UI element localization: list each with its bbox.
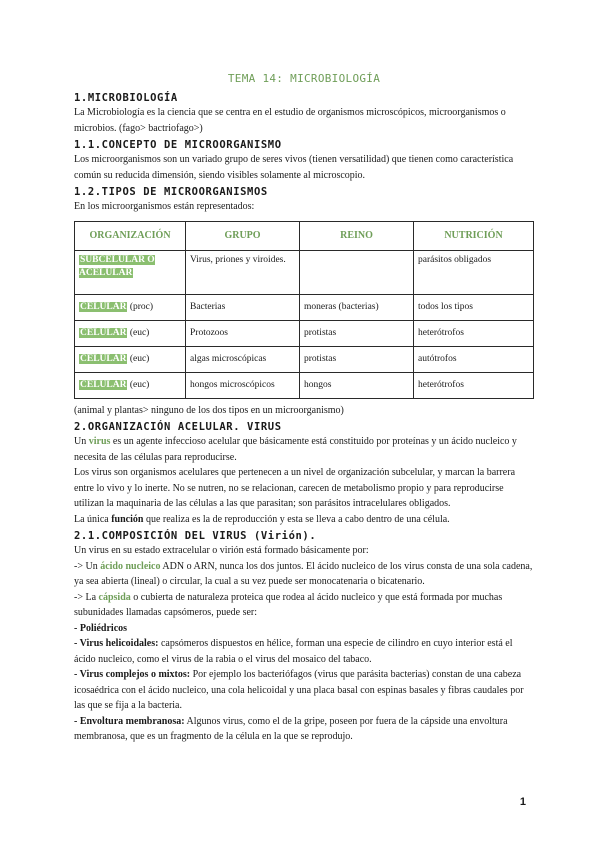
paragraph-composicion-intro: Un virus en su estado extracelular o virión está formado básicamente por: <box>74 545 369 556</box>
col-header-reino: REINO <box>300 221 414 250</box>
cell-grupo: hongos microscópicos <box>186 372 300 398</box>
bullet-poliedricos: - Poliédricos <box>74 622 128 634</box>
cell-organizacion <box>75 294 186 320</box>
cell-reino: protistas <box>300 346 414 372</box>
table-row <box>75 346 534 372</box>
table-header-row <box>75 221 534 250</box>
cell-reino: moneras (bacterias) <box>300 294 414 320</box>
heading-composicion: 2.1.COMPOSICIÓN DEL VIRUS (Virión). <box>74 530 317 542</box>
document-page <box>74 72 534 745</box>
cell-grupo: Bacterias <box>186 294 300 320</box>
cell-grupo: Virus, priones y viroides. <box>186 250 300 294</box>
highlight-org: CELULAR <box>80 327 127 338</box>
cell-nutricion: todos los tipos <box>414 294 534 320</box>
cell-reino: protistas <box>300 320 414 346</box>
col-header-grupo: GRUPO <box>186 221 300 250</box>
cell-nutricion: autótrofos <box>414 346 534 372</box>
paragraph-virus-funcion: La única función que realiza es la de reproducción y esta se lleva a cabo dentro de una célula. <box>74 513 450 525</box>
keyword-capsida: cápsida <box>98 591 131 603</box>
table-row <box>75 372 534 398</box>
heading-organizacion-acelular: 2.ORGANIZACIÓN ACELULAR. VIRUS <box>74 421 282 433</box>
paragraph-concepto: Los microorganismos son un variado grupo de seres vivos (tienen versatilidad) que tienen como característica común su reducida dimensión, siendo visibles solamente al microscopio. <box>74 154 514 181</box>
cell-nutricion: heterótrofos <box>414 320 534 346</box>
org-extra: (euc) <box>129 327 150 338</box>
cell-organizacion <box>75 346 186 372</box>
cell-grupo: algas microscópicas <box>186 346 300 372</box>
org-extra: (proc) <box>129 301 154 312</box>
paragraph-virus-def: Un virus es un agente infeccioso acelular que básicamente está constituido por proteínas y un ácido nucleico y necesita de las células para reproducirse. <box>74 436 517 463</box>
table-row <box>75 320 534 346</box>
cell-reino: hongos <box>300 372 414 398</box>
table-row <box>75 294 534 320</box>
highlight-org: CELULAR <box>80 379 127 390</box>
bullet-complejos: - Virus complejos o mixtos: Por ejemplo los bacteriófagos (virus que parásita bacterias) constan de una cabeza icosaédrica con el ácido nucleico, una cola helicoidal y una placa basal con espinas basales y fibras caudales por las que se fija a la bacteria. <box>74 669 524 711</box>
highlight-org: CELULAR <box>80 301 127 312</box>
cell-organizacion <box>75 250 186 294</box>
microorganisms-table <box>74 221 534 399</box>
keyword-virus: virus <box>88 436 111 447</box>
paragraph-tipos-intro: En los microorganismos están representados: <box>74 201 255 212</box>
paragraph-virus-acelulares: Los virus son organismos acelulares que pertenecen a un nivel de organización subcelular, y marcan la barrera entre lo vivo y lo inerte. No se nutren, no se relacionan, carecen de metabolismo propio y para reproducirse utilizan la maquinaria de las células a las que parasitan; son parásitos intracelulares obligados. <box>74 467 516 509</box>
cell-reino <box>300 250 414 294</box>
page-number: 1 <box>519 796 526 808</box>
cell-nutricion: parásitos obligados <box>414 250 534 294</box>
highlight-org: CELULAR <box>80 353 127 364</box>
col-header-nutricion: NUTRICIÓN <box>414 221 534 250</box>
heading-concepto: 1.1.CONCEPTO DE MICROORGANISMO <box>74 139 282 151</box>
keyword-acido-nucleico: ácido nucleico <box>100 560 161 572</box>
col-header-organizacion: ORGANIZACIÓN <box>75 221 186 250</box>
cell-nutricion: heterótrofos <box>414 372 534 398</box>
item-capsida: -> La cápsida o cubierta de naturaleza proteica que rodea al ácido nucleico y que está formada por muchas subunidades llamadas capsómeros, puede ser: <box>74 591 503 618</box>
item-acido-nucleico: -> Un ácido nucleico ADN o ARN, nunca los dos juntos. El ácido nucleico de los virus consta de una sola cadena, ya sea abierta (lineal) o circular, la cual a su vez puede ser monocatenaria o bicatenario. <box>74 560 533 587</box>
org-extra: (euc) <box>129 379 150 390</box>
bullet-envoltura: - Envoltura membranosa: Algunos virus, como el de la gripe, poseen por fuera de la cápside una envoltura membranosa, que es un fragmento de la célula en la que se reprodujo. <box>74 715 508 742</box>
table-row <box>75 250 534 294</box>
cell-organizacion <box>75 320 186 346</box>
highlight-org: SUBCELULAR O ACELULAR <box>79 254 155 278</box>
bullet-helicoidales: - Virus helicoidales: capsómeros dispuestos en hélice, forman una especie de cilindro en cuyo interior está el ácido nucleico, como el virus de la rabia o el virus del mosaico del tabaco. <box>74 638 513 665</box>
heading-tipos: 1.2.TIPOS DE MICROORGANISMOS <box>74 186 268 198</box>
table-note: (animal y plantas> ninguno de los dos tipos en un microorganismo) <box>74 404 344 416</box>
heading-microbiologia: 1.MICROBIOLOGÍA <box>74 92 178 104</box>
document-title: TEMA 14: MICROBIOLOGÍA <box>227 72 381 85</box>
cell-organizacion <box>75 372 186 398</box>
paragraph-microbiologia: La Microbiología es la ciencia que se centra en el estudio de organismos microscópicos, microorganismos o microbios. (fago> bactriofago>) <box>74 107 506 134</box>
keyword-funcion: función <box>111 513 144 525</box>
cell-grupo: Protozoos <box>186 320 300 346</box>
org-extra: (euc) <box>129 353 150 364</box>
